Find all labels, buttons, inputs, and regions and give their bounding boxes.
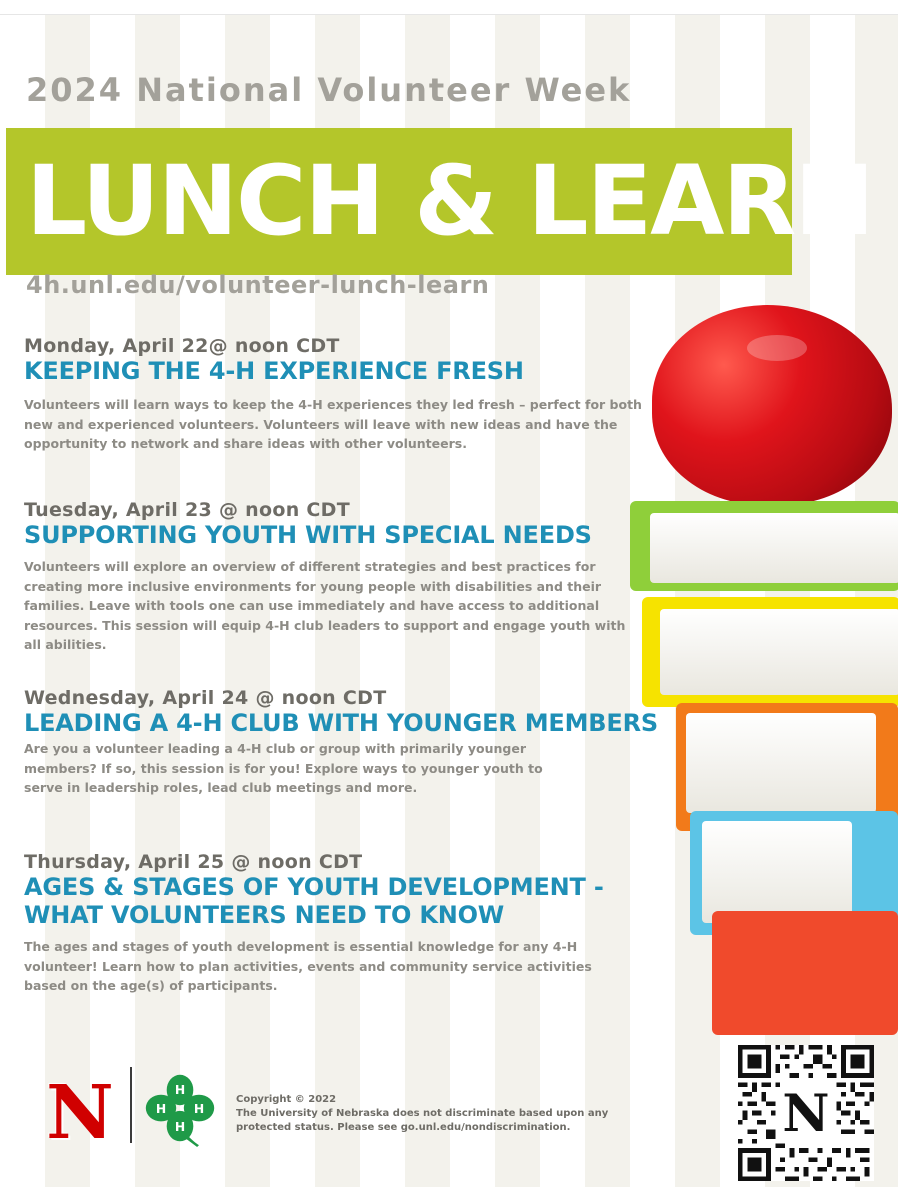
poster [0,14,898,1187]
nebraska-n-logo: N [46,1070,114,1156]
session-date: Wednesday, April 24 @ noon CDT [24,687,387,709]
session-description: The ages and stages of youth development is essential knowledge for any 4-H volunteer! Learn how to plan activities, events and community service activities based on the age(s) of participants. [24,939,592,993]
4h-clover-logo [142,1071,218,1147]
clover-letter: H [155,1101,167,1116]
book-green [630,501,898,591]
event-url[interactable]: 4h.unl.edu/volunteer-lunch-learn [26,271,490,299]
session-description: Volunteers will learn ways to keep the 4-H experiences they led fresh – perfect for both new and experienced volunteers. Volunteers will leave with new ideas and have the opportunity to network and share ideas with other volunteers. [24,397,642,451]
session-date: Monday, April 22@ noon CDT [24,335,340,357]
copyright-line: Copyright © 2022 [236,1094,337,1105]
apple-illustration [652,305,892,505]
session-date: Tuesday, April 23 @ noon CDT [24,499,351,521]
qr-center-letter: N [782,1083,830,1144]
book-yellow [642,597,898,707]
session-wednesday [24,687,658,798]
nondiscrimination-statement: The University of Nebraska does not discriminate based upon any protected status. Please see go.unl.edu/nondiscrimination. [236,1108,609,1133]
copyright-notice [236,1093,656,1135]
clover-letter: H [193,1101,205,1116]
session-thursday [24,851,624,996]
session-monday [24,335,644,454]
session-date: Thursday, April 25 @ noon CDT [24,851,363,873]
clover-letter: H [174,1119,186,1134]
session-title: LEADING A 4-H CLUB WITH YOUNGER MEMBERS [24,709,658,737]
poster-title: LUNCH & LEARN [26,145,873,257]
session-description: Are you a volunteer leading a 4-H club or group with primarily younger members? If so, this session is for you! Explore ways to younger youth to serve in leadership roles, lead club meetings and more. [24,741,543,795]
logo-divider [130,1067,132,1143]
clover-letter: H [174,1082,186,1097]
apple-books-illustration [620,305,898,1035]
session-tuesday [24,499,636,655]
qr-code[interactable] [738,1045,874,1181]
event-subtitle: 2024 National Volunteer Week [26,71,632,109]
book-red [712,911,898,1035]
session-title: SUPPORTING YOUTH WITH SPECIAL NEEDS [24,521,592,549]
session-title: KEEPING THE 4-H EXPERIENCE FRESH [24,357,524,385]
session-title: AGES & STAGES OF YOUTH DEVELOPMENT - WHAT VOLUNTEERS NEED TO KNOW [24,873,604,929]
session-description: Volunteers will explore an overview of different strategies and best practices for creating more inclusive environments for young people with disabilities and their families. Leave with tools one can use immediately and have access to additional resources. This session will equip 4-H club leaders to support and engage youth with all abilities. [24,559,626,652]
